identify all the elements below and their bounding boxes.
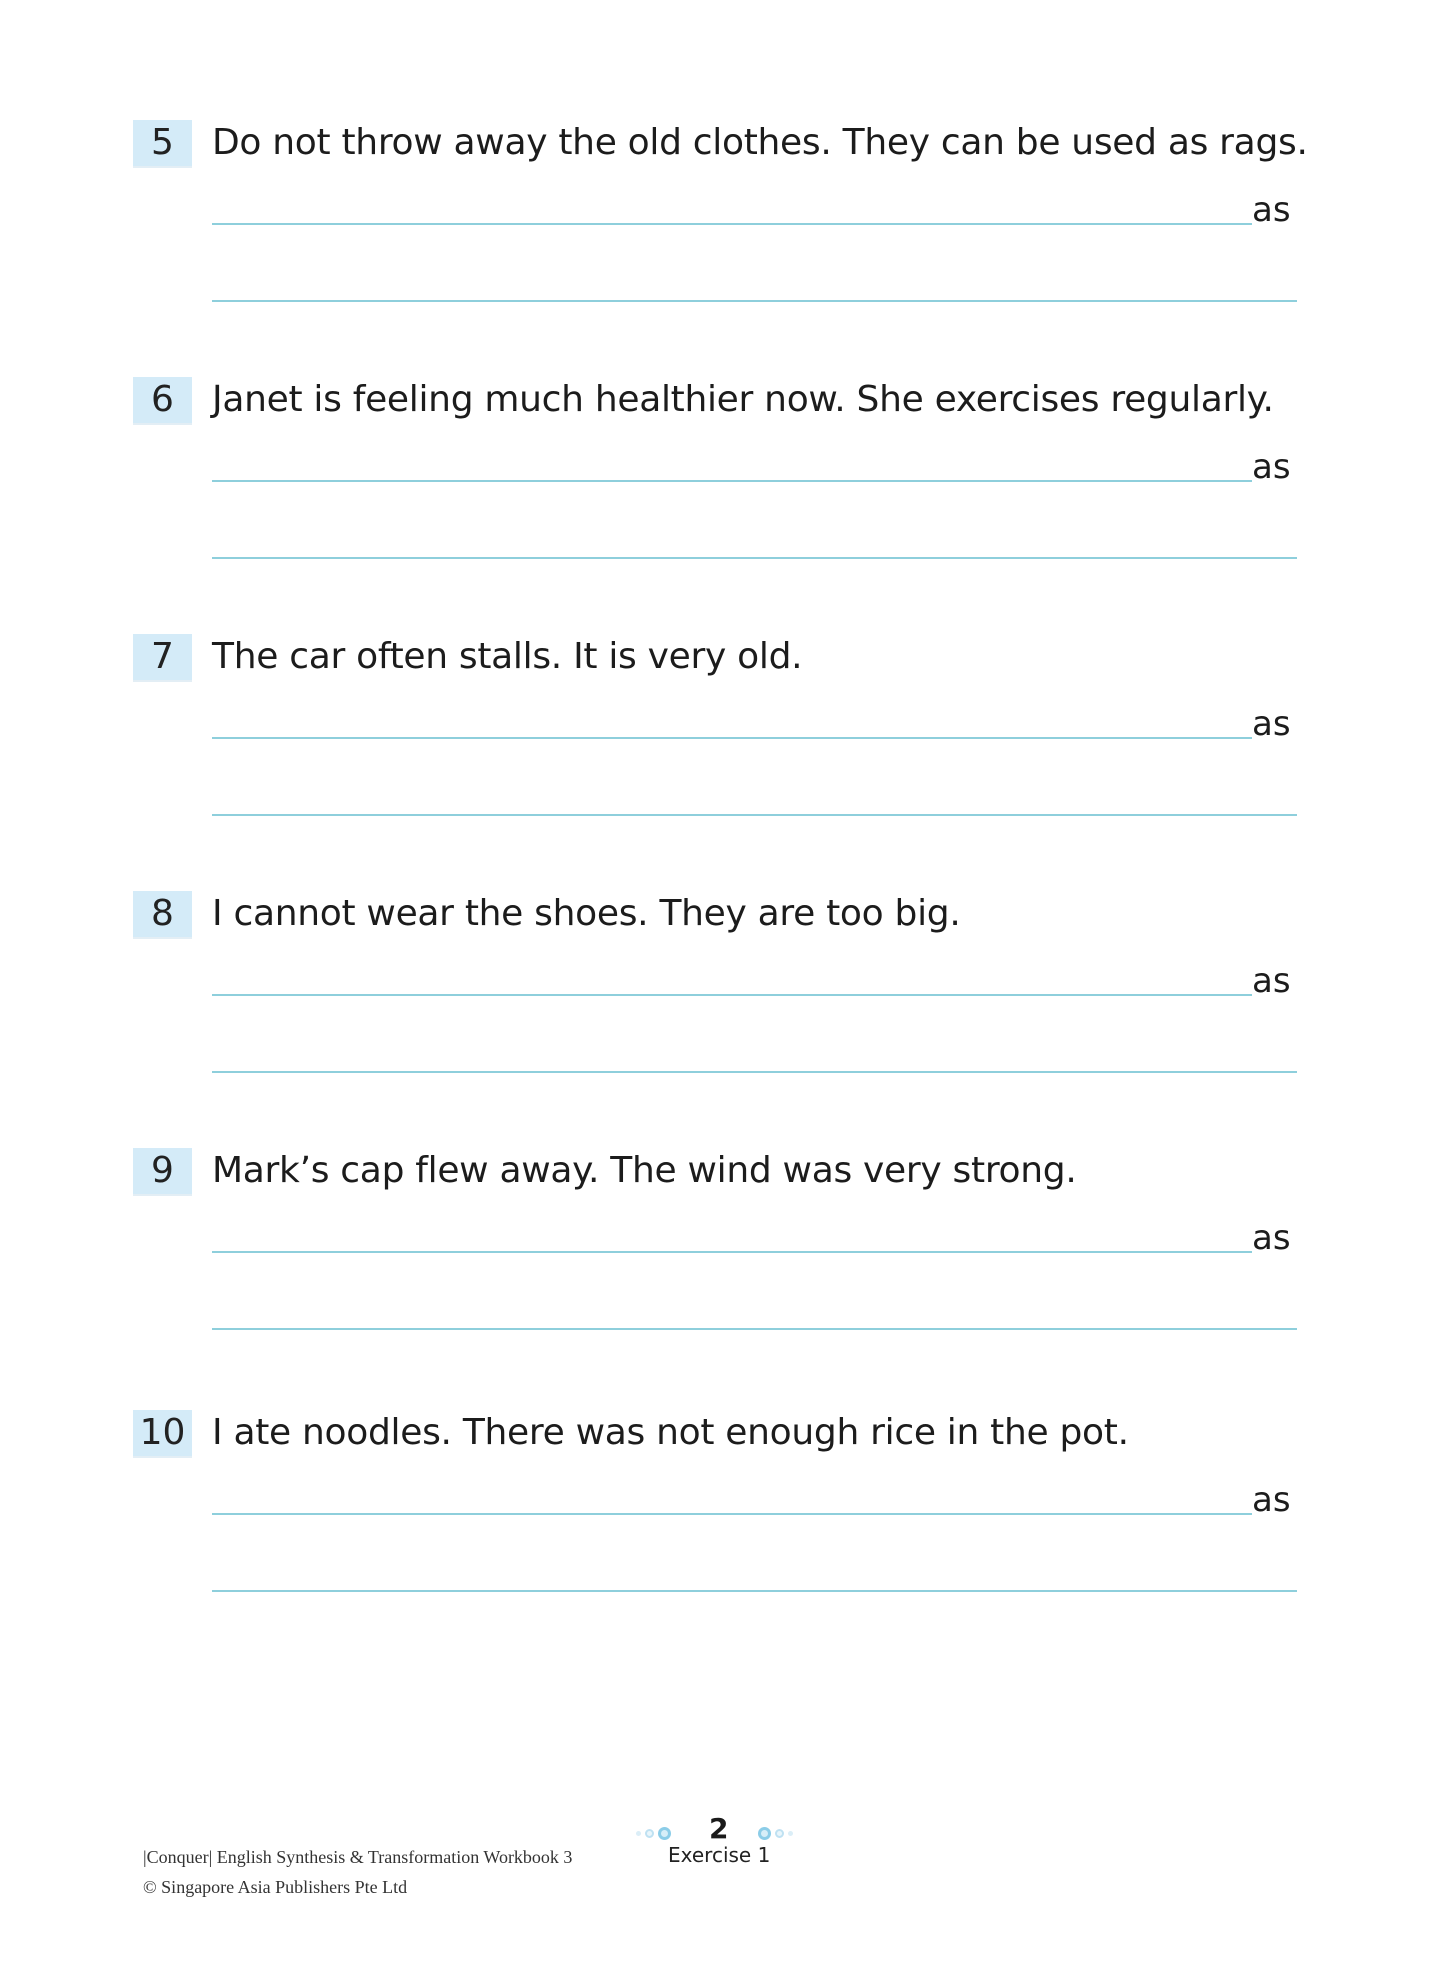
exercise-label: Exercise 1 bbox=[668, 1843, 771, 1867]
question-text: The car often stalls. It is very old. bbox=[212, 636, 803, 677]
answer-line-1[interactable] bbox=[212, 737, 1252, 739]
question-5 bbox=[0, 120, 1445, 370]
footer-credits bbox=[143, 1842, 572, 1902]
question-7 bbox=[0, 634, 1445, 884]
answer-line-1[interactable] bbox=[212, 480, 1252, 482]
question-number: 5 bbox=[133, 120, 192, 166]
connector-word: as bbox=[1252, 704, 1291, 744]
dot-icon bbox=[658, 1827, 671, 1840]
copyright: © Singapore Asia Publishers Pte Ltd bbox=[143, 1877, 408, 1897]
question-number: 10 bbox=[133, 1410, 192, 1456]
connector-word: as bbox=[1252, 1218, 1291, 1258]
question-number: 6 bbox=[133, 377, 192, 423]
dot-icon bbox=[775, 1829, 784, 1838]
right-dots-decoration bbox=[758, 1827, 793, 1839]
left-dots-decoration bbox=[636, 1827, 671, 1839]
dot-icon bbox=[788, 1831, 793, 1836]
question-text: Do not throw away the old clothes. They can be used as rags. bbox=[212, 122, 1308, 163]
connector-word: as bbox=[1252, 1480, 1291, 1520]
dot-icon bbox=[758, 1827, 771, 1840]
dot-icon bbox=[636, 1831, 641, 1836]
page-number: 2 bbox=[709, 1812, 729, 1845]
question-number: 8 bbox=[133, 891, 192, 937]
question-6 bbox=[0, 377, 1445, 627]
answer-line-1[interactable] bbox=[212, 1251, 1252, 1253]
answer-line-2[interactable] bbox=[212, 1590, 1297, 1592]
connector-word: as bbox=[1252, 961, 1291, 1001]
question-8 bbox=[0, 891, 1445, 1141]
dot-icon bbox=[645, 1829, 654, 1838]
answer-line-1[interactable] bbox=[212, 1513, 1252, 1515]
connector-word: as bbox=[1252, 447, 1291, 487]
question-text: I ate noodles. There was not enough rice in the pot. bbox=[212, 1412, 1129, 1453]
question-number: 9 bbox=[133, 1148, 192, 1194]
question-9 bbox=[0, 1148, 1445, 1398]
answer-line-2[interactable] bbox=[212, 1328, 1297, 1330]
question-text: Janet is feeling much healthier now. She exercises regularly. bbox=[212, 379, 1274, 420]
question-text: Mark’s cap flew away. The wind was very strong. bbox=[212, 1150, 1077, 1191]
question-10 bbox=[0, 1410, 1445, 1660]
answer-line-2[interactable] bbox=[212, 1071, 1297, 1073]
answer-line-2[interactable] bbox=[212, 557, 1297, 559]
answer-line-1[interactable] bbox=[212, 994, 1252, 996]
connector-word: as bbox=[1252, 190, 1291, 230]
book-title: |Conquer| English Synthesis & Transformation Workbook 3 bbox=[143, 1847, 573, 1867]
question-text: I cannot wear the shoes. They are too big. bbox=[212, 893, 961, 934]
answer-line-2[interactable] bbox=[212, 814, 1297, 816]
answer-line-1[interactable] bbox=[212, 223, 1252, 225]
question-number: 7 bbox=[133, 634, 192, 680]
answer-line-2[interactable] bbox=[212, 300, 1297, 302]
